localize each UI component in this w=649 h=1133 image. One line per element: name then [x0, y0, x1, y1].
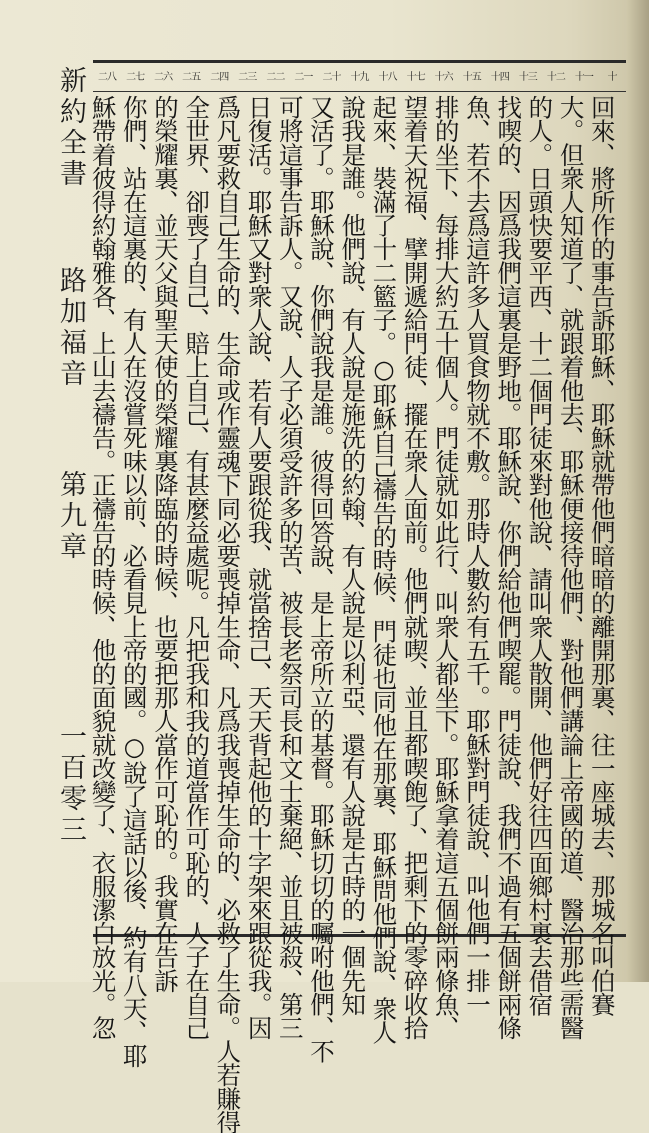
page-number: 一百零三: [55, 722, 86, 846]
chapter-label: 第九章: [55, 470, 86, 563]
verse-number: 十七: [406, 72, 425, 83]
text-column: 你們、站在這裏的、有人在沒嘗死味以前、必看見上帝的國。○說了這話以後、約有八天、耶: [119, 95, 149, 1068]
verse-number: 十一: [574, 72, 593, 83]
text-column: 可將這事告訴人。又說、人子必須受許多的苦、被長老祭司長和文士棄絕、並且被殺、第三: [275, 95, 305, 1040]
text-frame: [88, 60, 626, 1133]
verse-number: 十九: [350, 72, 369, 83]
text-column: 又活了。耶穌說、你們說我是誰。彼得回答說、是上帝所立的基督。耶穌切切的囑咐他們、不: [307, 95, 336, 1063]
verse-number: 十三: [518, 72, 537, 83]
verse-number: 十八: [378, 72, 397, 83]
text-column: 穌帶着彼得約翰雅各、上山去禱告。正禱告的時候、他的面貌就改變了、衣服潔白放光。忽: [88, 95, 118, 1040]
verse-number: 二七: [126, 72, 145, 83]
verse-number: 十二: [546, 72, 565, 83]
text-column: 爲凡要救自己生命的、生命或作靈魂下同必要喪掉生命、凡爲我喪掉生命的、必救了生命。人若賺得: [213, 95, 243, 1133]
verse-number: 二六: [154, 72, 173, 83]
verse-number-row: [93, 67, 626, 89]
text-column: 回來、將所作的事告訴耶穌、耶穌就帶他們暗暗的離開那裏、往一座城去、那城名叫伯賽: [587, 95, 617, 1016]
text-column: 排的坐下、每排大約五十個人。門徒就如此行、叫衆人都坐下。耶穌拿着這五個餅兩條魚、: [431, 95, 461, 1040]
text-column: 望着天祝福、擘開遞給門徒、擺在衆人面前。他們就喫、並且都喫飽了、把剩下的零碎收拾: [400, 95, 430, 1040]
verse-number: 二一: [294, 72, 313, 83]
text-column: 說我是誰。他們說、有人說是施洗的約翰、有人說是以利亞、還有人說是古時的一個先知: [338, 95, 368, 1016]
running-header: [48, 66, 88, 926]
verse-number: 十五: [462, 72, 481, 83]
verse-number: 十六: [434, 72, 453, 83]
text-column: 的人。日頭快要平西、十二個門徒來對他說、請叫衆人散開、他們好往四面鄉村裏去借宿: [525, 95, 555, 1016]
text-column: 全世界、卻喪了自己、賠上自己、有甚麼益處呢。凡把我和我的道當作可恥的、人子在自己: [182, 95, 212, 1040]
verse-number: 二三: [238, 72, 257, 83]
verse-number: 二八: [98, 72, 117, 83]
gospel-title: 路加福音: [55, 266, 86, 390]
text-column: 日復活。耶穌又對衆人說、若有人要跟從我、就當捨己、天天背起他的十字架來跟從我。因: [244, 95, 274, 1040]
book-spine-shadow: [627, 0, 649, 982]
verse-number: 二五: [182, 72, 201, 83]
text-column: 大。但衆人知道了、就跟着他去、耶穌便接待他們、對他們講論上帝國的道、醫治那些需醫: [556, 95, 586, 1040]
verse-number: 十: [607, 72, 617, 83]
text-column: 起來、裝滿了十二籃子。○耶穌自己禱告的時候、門徒也同他在那裏、耶穌問他們說、衆人: [369, 95, 399, 1044]
verse-number: 二四: [210, 72, 229, 83]
text-column: 找喫的、因爲我們這裏是野地。耶穌說、你們給他們喫罷。門徒說、我們不過有五個餅兩條: [494, 95, 524, 1040]
text-column: 魚、若不去爲這許多人買食物就不敷。那時人數約有五千。耶穌對門徒說、叫他們一排一: [463, 95, 492, 1016]
text-column: 的榮耀裏、並天父與聖天使的榮耀裏降臨的時候、也要把那人當作可恥的。我實在告訴: [151, 95, 180, 992]
verse-number: 十四: [490, 72, 509, 83]
verse-number: 二十: [322, 72, 341, 83]
book-title: 新約全書: [55, 66, 86, 190]
verse-number: 二二: [266, 72, 285, 83]
